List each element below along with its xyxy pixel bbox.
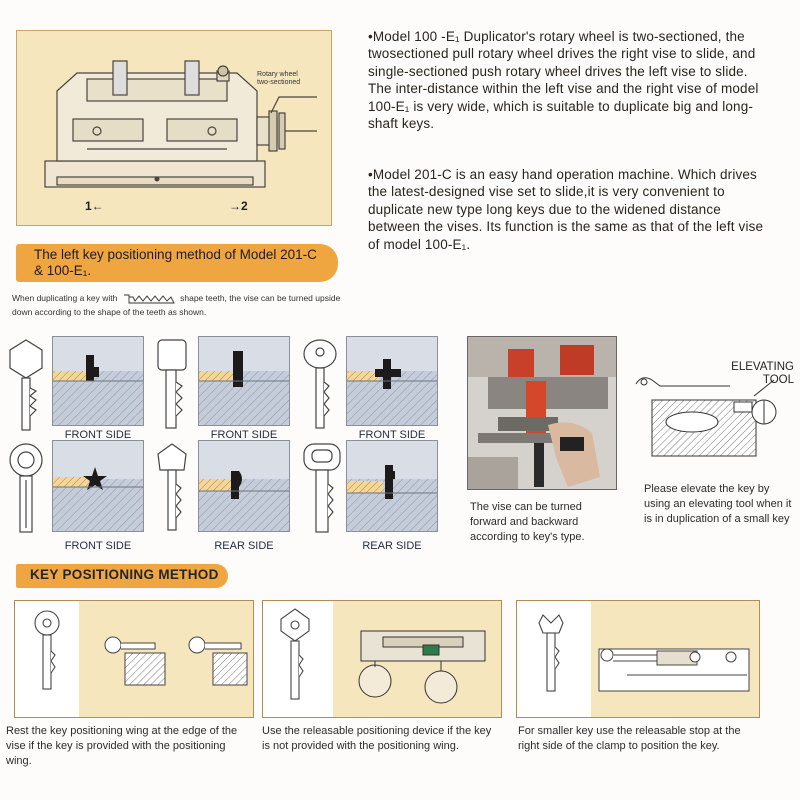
key-positioning-heading-text: KEY POSITIONING METHOD	[30, 567, 219, 582]
rotary-wheel-callout: Rotary wheel two-sectioned	[257, 71, 301, 86]
key-drawing-1	[4, 336, 48, 436]
machine-diagram-panel	[16, 30, 332, 226]
vise-section-diagram-6	[346, 440, 438, 532]
instruction-part2: shape teeth, the vise can be turned upside down according to the shape of the teeth as shown.	[12, 293, 341, 317]
key-drawing-6	[298, 440, 348, 540]
diagram-label-1: FRONT SIDE	[64, 429, 132, 441]
key-positioning-caption-3: For smaller key use the releasable stop at the right side of the clamp to position the key.	[518, 725, 741, 752]
vise-photo	[467, 336, 617, 490]
key-positioning-panel-1	[14, 600, 254, 718]
vise-section-diagram-3	[346, 336, 438, 426]
key-drawing-2	[150, 336, 194, 436]
vise-section-diagram-4	[52, 440, 144, 532]
elevating-tool-caption: Please elevate the key by using an elevating tool when it is in duplication of a small key	[644, 483, 792, 525]
instruction-part1: When duplicating a key with	[12, 293, 118, 303]
key-positioning-heading	[16, 564, 228, 588]
vise-section-diagram-1	[52, 336, 144, 426]
diagram-label-2: FRONT SIDE	[210, 429, 278, 441]
intro-paragraph-100e1: •Model 100 -E₁ Duplicator's rotary wheel is two-sectioned, the twosectioned pull rotary wheel drives the right vise to slide, and single-sectioned push rotary wheel drives the left vise to slide. The inter-distance within the left vise and the right vise of model 100-E₁ is very wide, which is suitable to duplicate big and long-shaft keys.	[368, 29, 759, 132]
shape-teeth-icon	[123, 293, 175, 305]
key-drawing-3	[298, 336, 342, 436]
vise-section-diagram-5	[198, 440, 290, 532]
vise-photo-caption: The vise can be turned forward and backward according to key's type.	[470, 501, 585, 543]
left-key-heading-text: The left key positioning method of Model 201-C & 100-E₁.	[34, 247, 317, 278]
elevating-tool-label: ELEVATING TOOL	[731, 361, 794, 386]
key-positioning-caption-2: Use the releasable positioning device if the key is not provided with the positioning wing.	[262, 725, 492, 752]
diagram-label-4: FRONT SIDE	[64, 540, 132, 552]
vise-section-diagram-2	[198, 336, 290, 426]
key-positioning-panel-3	[516, 600, 760, 718]
duplicator-machine-drawing	[17, 31, 331, 225]
key-positioning-panel-2	[262, 600, 502, 718]
direction-arrow-left: 1←	[85, 199, 104, 213]
upside-down-instruction	[12, 291, 352, 319]
intro-paragraph-201c: •Model 201-C is an easy hand operation machine. Which drives the latest-designed vise set to slide,it is very convenient to duplicate new type long keys due to the widened distance between the vises. Its function is the same as that of the left vise of model 100-E₁.	[368, 167, 764, 252]
key-drawing-4	[4, 440, 48, 540]
diagram-label-5: REAR SIDE	[214, 540, 274, 552]
key-drawing-5	[150, 440, 194, 540]
diagram-label-3: FRONT SIDE	[358, 429, 426, 441]
diagram-label-6: REAR SIDE	[362, 540, 422, 552]
key-positioning-caption-1: Rest the key positioning wing at the edge of the vise if the key is provided with the positioning wing.	[6, 725, 238, 767]
left-key-section-heading	[16, 244, 338, 282]
direction-arrow-right: →2	[229, 199, 248, 213]
